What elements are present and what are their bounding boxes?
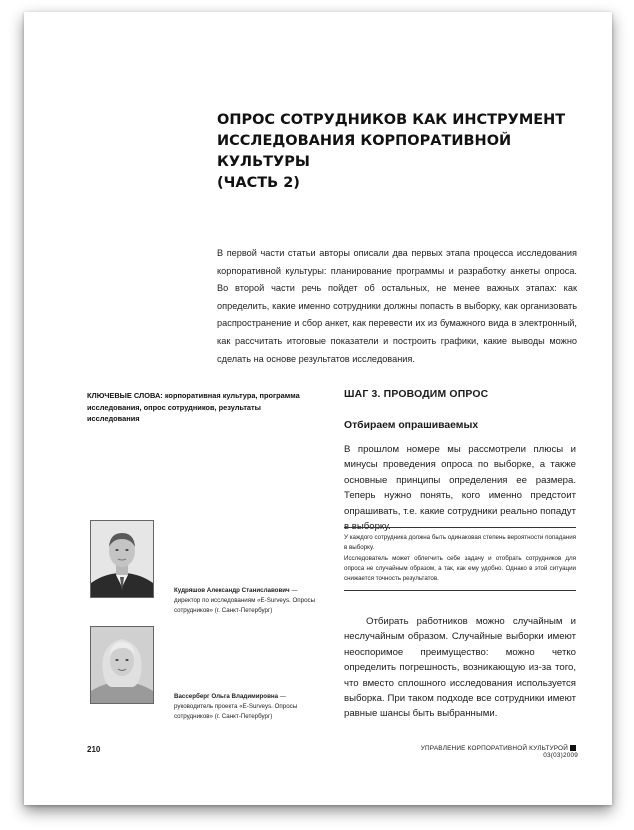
magazine-page <box>24 12 612 805</box>
author-caption-2 <box>174 692 322 721</box>
title-line-1: ОПРОС СОТРУДНИКОВ КАК ИНСТРУМЕНТ <box>217 112 566 128</box>
sidebar-rule <box>344 590 576 591</box>
body-paragraph-1: В прошлом номере мы рассмотрели плюсы и минусы проведения опроса по выборке, а также основные принципы определения ее размера. Теперь нужно понять, кого именно предстоит опрашивать, т.е. какие сотрудники реально попадут в выборку. <box>344 444 576 533</box>
keywords-text: корпоративная культура, программа исследования, опрос сотрудников, результаты исследования <box>87 391 300 423</box>
author-role-1: — директор по исследованиям «E-Surveys. Опросы сотрудников» (г. Санкт-Петербург) <box>174 587 316 614</box>
body-paragraph-2: Отбирать работников можно случайным и неслучайным образом. Случайные выборки имеют неоспоримое преимущество: можно четко определить погрешность, возникающую из-за того, что вместо сплошного исследования используется выборка. При таком подходе все сотрудники имеют равные шансы быть выбранными. <box>344 616 576 720</box>
sidebar-note <box>344 527 576 591</box>
page-number: 210 <box>87 745 101 754</box>
title-line-2: ИССЛЕДОВАНИЯ КОРПОРАТИВНОЙ КУЛЬТУРЫ <box>217 133 512 170</box>
article-lead: В первой части статьи авторы описали два первых этапа процесса исследования корпоративной культуры: планирование программы и разработку анкеты опроса. Во второй части речь пойдет об остальных, не менее важных этапах: как определить, какие именно сотрудники должны попасть в выборку, как организовать распространение и сбор анкет, как перевести их из бумажного вида в электронный, как рассчитать итоговые показатели и построить графики, какие выводы можно сделать на основе результатов исследования. <box>217 248 577 364</box>
step-heading: ШАГ 3. ПРОВОДИМ ОПРОС <box>344 389 489 400</box>
running-head: УПРАВЛЕНИЕ КОРПОРАТИВНОЙ КУЛЬТУРОЙ <box>420 745 568 752</box>
sidebar-note-2: Исследователь может облегчить себе задачу и отобрать сотрудников для опроса не случайным образом, а так, как ему удобно. Однако в этой ситуации снижается точность результатов. <box>344 554 576 583</box>
keywords-label: КЛЮЧЕВЫЕ СЛОВА: <box>87 391 163 400</box>
sidebar-note-1: У каждого сотрудника должна быть одинаковая степень вероятности попадания в выборку. <box>344 534 576 552</box>
author-role-2: — руководитель проекта «E-Surveys. Опросы сотрудников» (г. Санкт-Петербург) <box>174 693 298 720</box>
author-name-2: Вассерберг Ольга Владимировна <box>174 693 279 700</box>
keywords <box>87 390 313 425</box>
author-name-1: Кудряшов Александр Станиславович <box>174 587 290 594</box>
running-footer <box>392 745 578 759</box>
subheading: Отбираем опрашиваемых <box>344 420 479 431</box>
title-line-3: (ЧАСТЬ 2) <box>217 175 300 191</box>
author-photo-2 <box>90 626 154 704</box>
author-caption-1 <box>174 586 322 615</box>
square-bullet-icon <box>570 745 576 751</box>
author-photo-1 <box>90 520 154 598</box>
issue-number: 03(03)2009 <box>543 752 578 759</box>
article-title <box>217 110 577 194</box>
